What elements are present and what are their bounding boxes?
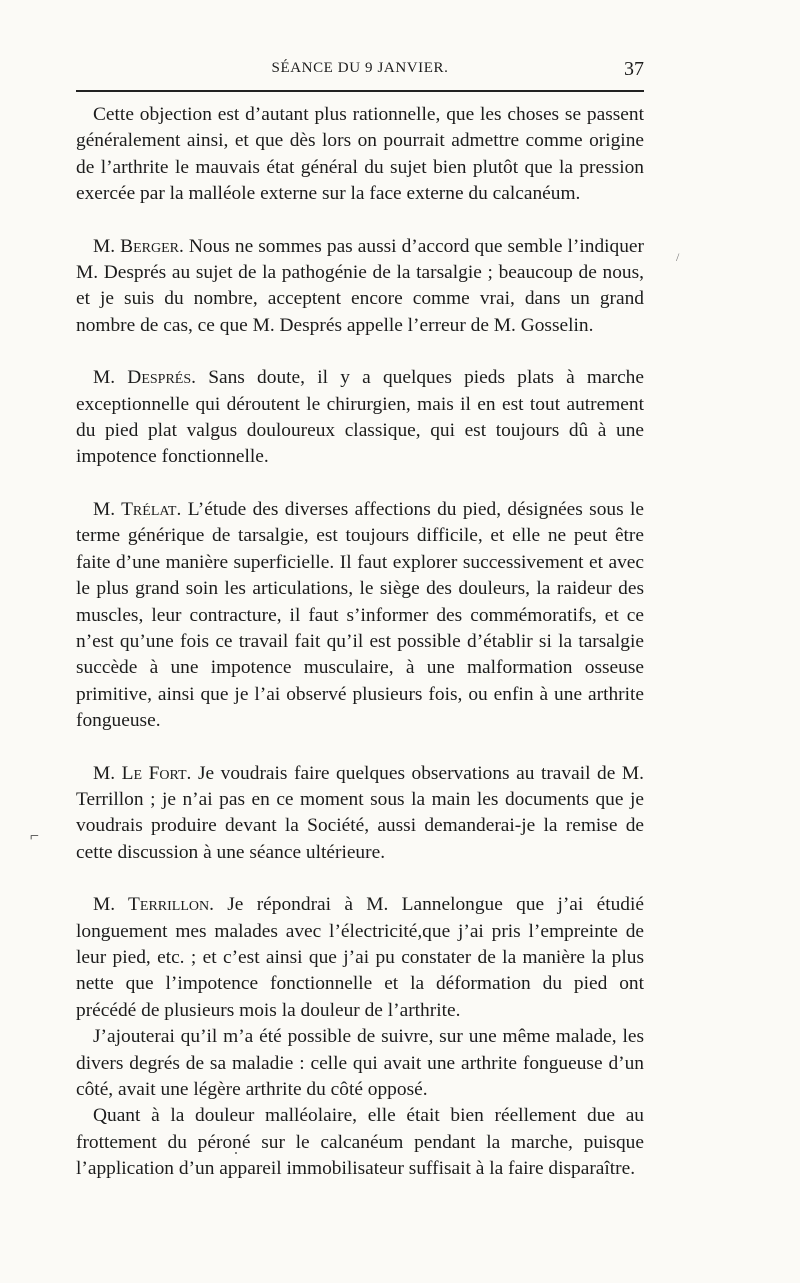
- speaker-name: M. Terrillon.: [93, 894, 214, 916]
- paragraph-text: Quant à la douleur malléolaire, elle était bien réellement due au frottement du péroné sur le calcanéum pendant la marche, puisque l’application d’un appareil immobilisateur suffisait à la faire disparaître.: [76, 1105, 644, 1180]
- paragraph-objection: [76, 102, 644, 208]
- paragraph-text: Sans doute, il y a quelques pieds plats à marche exceptionnelle qui déroutent le chirurgien, mais il en est tout autrement du pied plat valgus douloureux classique, qui est toujours dû à une impotence fonctionnelle.: [76, 367, 644, 468]
- paragraph-text: Cette objection est d’autant plus rationnelle, que les choses se passent généralement ainsi, et que dès lors on pourrait admettre comme origine de l’arthrite le mauvais état général du sujet bien plutôt que la pression exercée par la malléole externe sur la face externe du calcanéum.: [76, 104, 644, 205]
- paragraph-text: J’ajouterai qu’il m’a été possible de suivre, sur une même malade, les divers degrés de sa maladie : celle qui avait une arthrite fongueuse d’un côté, avait une légère arthrite du côté opposé.: [76, 1026, 644, 1100]
- paragraph-text: Nous ne sommes pas aussi d’accord que semble l’indiquer M. Després au sujet de la pathogénie de la tarsalgie ; beaucoup de nous, et je suis du nombre, acceptent encore comme vrai, dans un grand nombre de cas, ce que M. Després appelle l’erreur de M. Gosselin.: [76, 235, 644, 336]
- page-number: 37: [624, 58, 644, 80]
- header-title: SÉANCE DU 9 JANVIER.: [271, 60, 449, 76]
- paragraph-terrillon-conclusion: [76, 1103, 644, 1182]
- speaker-name: M. Le Fort.: [93, 762, 192, 784]
- paragraph-berger: [76, 234, 644, 340]
- margin-mark: ⌐: [30, 828, 40, 845]
- body-text: [76, 102, 644, 1183]
- paragraph-despres: [76, 365, 644, 471]
- speaker-name: M. Berger.: [93, 235, 184, 257]
- speaker-name: M. Trélat.: [93, 498, 182, 520]
- paragraph-text: L’étude des diverses affections du pied, désignées sous le terme générique de tarsalgie, est toujours difficile, et elle ne peut être faite d’une manière superficielle. Il faut explorer successivement et avec le plus grand soin les articulations, le siège des douleurs, la raideur des muscles, leur contracture, il faut s’informer des commémoratifs, et ce n’est qu’une fois ce travail fait qu’il est possible d’établir si la tarsalgie succède à une impotence musculaire, à une malformation osseuse primitive, ainsi que je l’ai observé plusieurs fois, ou enfin à une arthrite fongueuse.: [76, 498, 644, 732]
- margin-tick: /: [676, 250, 680, 264]
- paragraph-le-fort: [76, 761, 644, 867]
- running-header: [76, 58, 644, 82]
- speaker-name: M. Després.: [93, 367, 196, 389]
- paragraph-terrillon-continued: [76, 1024, 644, 1103]
- paragraph-terrillon: [76, 892, 644, 1024]
- header-rule: [76, 90, 644, 92]
- paragraph-text: Je voudrais faire quelques observations au travail de M. Terrillon ; je n’ai pas en ce moment sous la main les documents que je voudrais produire devant la Société, aussi demanderai-je la remise de cette discussion à une séance ultérieure.: [76, 762, 644, 863]
- paragraph-text: Je répondrai à M. Lannelongue que j’ai étudié longuement mes malades avec l’électricité,que j’ai pris l’empreinte de leur pied, etc. ; et c’est ainsi que j’ai pu constater de la manière la plus nette que l’impotence fonctionnelle et la déformation du pied ont précédé de plusieurs mois la douleur de l’arthrite.: [76, 894, 644, 1021]
- paragraph-trelat: [76, 497, 644, 735]
